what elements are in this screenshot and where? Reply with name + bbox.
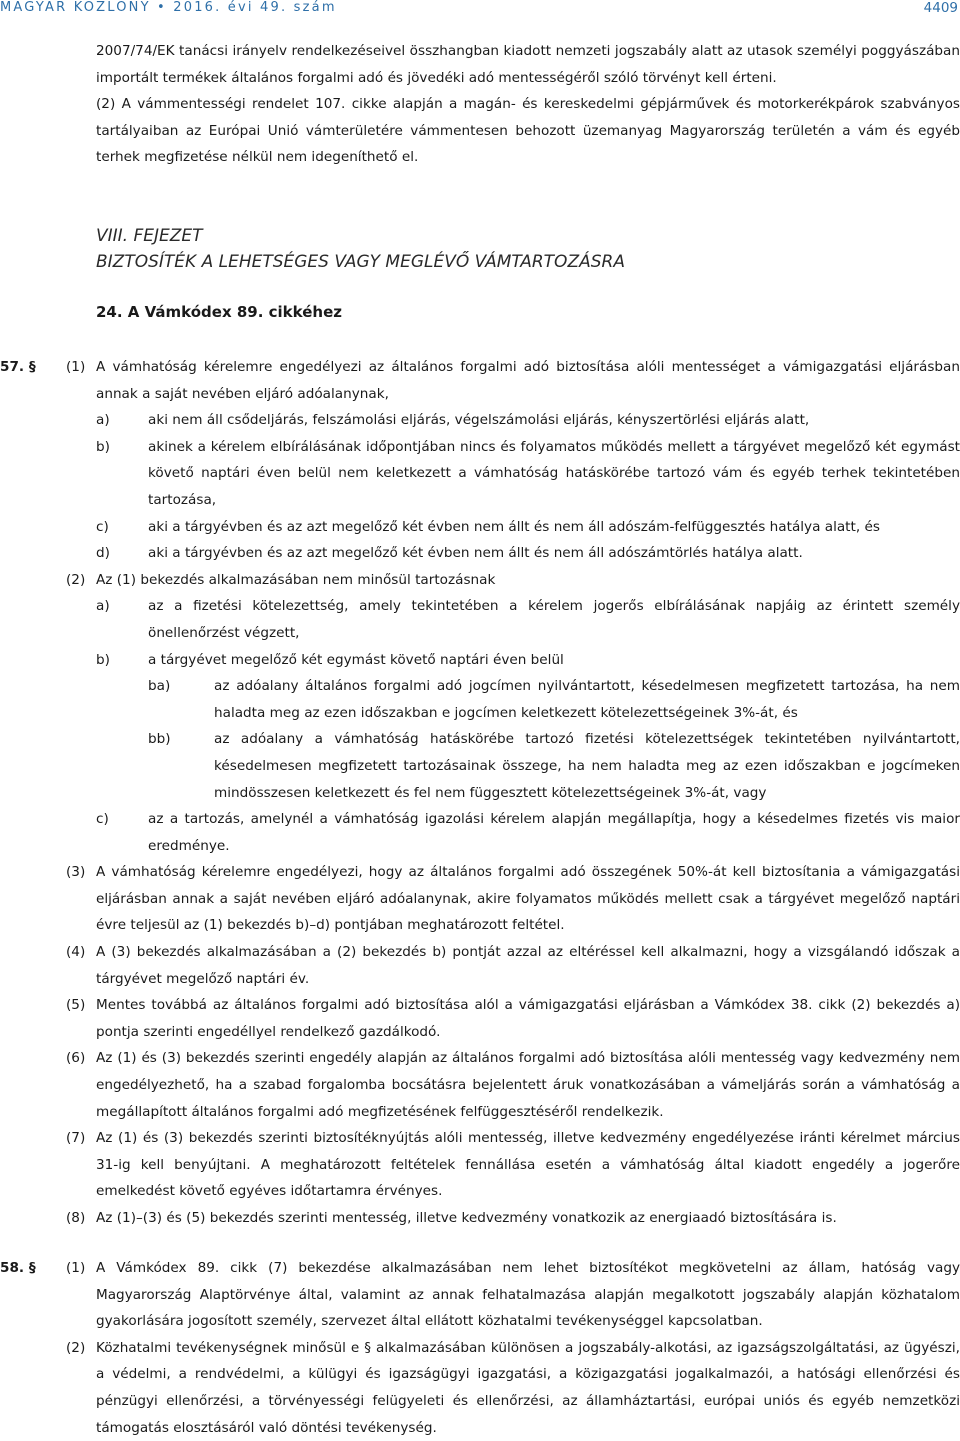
point-label: a) xyxy=(96,598,110,615)
running-header xyxy=(0,0,960,18)
section-57 xyxy=(0,354,960,1232)
point-label: c) xyxy=(96,811,109,828)
paragraph-3 xyxy=(0,859,960,939)
previous-section-tail xyxy=(96,38,960,171)
paragraph-6 xyxy=(0,1045,960,1125)
point-label: b) xyxy=(96,438,110,455)
point-c xyxy=(96,806,960,859)
point-b xyxy=(96,434,960,514)
point-text: az a fizetési kötelezettség, amely tekintetében a kérelem jogerős elbírálásának napjáig az érintett személy önellenőrzést végzett, xyxy=(148,598,960,641)
subsection-heading: 24. A Vámkódex 89. cikkéhez xyxy=(96,303,342,321)
point-text: a tárgyévet megelőző két egymást követő naptári éven belül xyxy=(148,651,564,668)
paragraph-2 xyxy=(0,1335,960,1441)
point-label: c) xyxy=(96,518,109,535)
publication-title: MAGYAR KÖZLÖNY • 2016. évi 49. szám xyxy=(0,0,337,15)
point-a xyxy=(96,407,960,434)
paragraph-label: (1) xyxy=(66,359,86,375)
chapter-heading xyxy=(96,223,625,275)
paragraph-text: Közhatalmi tevékenységnek minősül e § alkalmazásában különösen a jogszabály-alkotási, az igazságszolgáltatási, az ügyészi, a védelmi, a rendvédelmi, a külügyi és igazságügyi igazgatási, a közigazgatási jogalkalmazói, a hatósági ellenőrzési és pénzügyi ellenőrzési, a törvényességi felügyeleti és ellenőrzési, az államháztartási, európai uniós és egyéb nemzetközi támogatás elosztásáról való döntési tevékenység. xyxy=(96,1339,960,1436)
paragraph-label: (2) xyxy=(66,571,86,588)
subpoint-text: az adóalany a vámhatóság hatáskörébe tartozó fizetési kötelezettségek tekintetében nyilvántartott, késedelmesen megfizetett tartozásainak összege, ha nem haladta meg az ezen időszakban e jogcímeken mindösszesen keletkezett és fel nem függesztett kötelezettségeinek 3%-át, vagy xyxy=(214,731,960,801)
paragraph-label: (4) xyxy=(66,944,86,961)
paragraph-label: (5) xyxy=(66,997,86,1014)
paragraph-2 xyxy=(0,567,960,594)
paragraph-text: Az (1) és (3) bekezdés szerinti engedély alapján az általános forgalmi adó biztosítása alóli mentesség vagy kedvezmény nem engedélyezhető, ha a szabad forgalomba bocsátásra bejelentett áruk vonatkozásában a vámeljárás során a vámhatóság a megállapított általános forgalmi adó megfizetésének felfüggesztéséről rendelkezik. xyxy=(96,1050,960,1120)
section-number: 57. § xyxy=(0,359,36,375)
section-58 xyxy=(0,1255,960,1441)
point-b xyxy=(96,647,960,674)
point-text: aki nem áll csődeljárás, felszámolási eljárás, végelszámolási eljárás, kényszertörlési eljárás alatt, xyxy=(148,412,810,429)
subpoint-bb xyxy=(148,726,960,806)
point-label: a) xyxy=(96,412,110,429)
point-d xyxy=(96,540,960,567)
subpoint-label: bb) xyxy=(148,731,171,748)
page-number: 4409 xyxy=(923,0,958,16)
paragraph-label: (2) xyxy=(66,1339,86,1356)
point-text: az a tartozás, amelynél a vámhatóság igazolási kérelem alapján megállapítja, hogy a késedelmes fizetés vis maior eredménye. xyxy=(148,811,960,854)
continuation-paragraph: 2007/74/EK tanácsi irányelv rendelkezéseivel összhangban kiadott nemzeti jogszabály alatt az utasok személyi poggyászában importált termékek általános forgalmi adó és jövedéki adó mentességéről szóló törvényt kell érteni. xyxy=(96,43,960,86)
point-c xyxy=(96,514,960,541)
paragraph-text: A vámhatóság kérelemre engedélyezi, hogy az általános forgalmi adó összegének 50%-át kell biztosítania a vámigazgatási eljárásban annak a saját nevében eljáró adóalanynak, akire folyamatos működés mellett csak a tárgyévet megelőző naptári évre teljesül az (1) bekezdés b)–d) pontjában meghatározott feltétel. xyxy=(96,864,960,934)
chapter-number: VIII. FEJEZET xyxy=(96,226,203,246)
paragraph-text: Mentes továbbá az általános forgalmi adó biztosítása alól a vámigazgatási eljárásban a Vámkódex 38. cikk (2) bekezdés a) pontja szerinti engedéllyel rendelkező gazdálkodó. xyxy=(96,997,960,1040)
paragraph-text: Az (1) és (3) bekezdés szerinti biztosítéknyújtás alóli mentesség, illetve kedvezmény engedélyezése iránti kérelmet március 31-ig kell benyújtani. A meghatározott feltételek fennállása esetén a vámhatóság által kiadott engedély a jogerőre emelkedést követő egyéves időtartamra érvényes. xyxy=(96,1130,960,1200)
paragraph-text: Az (1)–(3) és (5) bekezdés szerinti mentesség, illetve kedvezmény vonatkozik az energiaadó biztosítására is. xyxy=(96,1210,837,1226)
paragraph-2: (2) A vámmentességi rendelet 107. cikke alapján a magán- és kereskedelmi gépjárművek és motorkerékpárok szabványos tartályaiban az Európai Unió vámterületére vámmentesen behozott üzemanyag Magyarország területén a vám és egyéb terhek megfizetése nélkül nem idegeníthető el. xyxy=(96,96,960,166)
subpoint-text: az adóalany általános forgalmi adó jogcímen nyilvántartott, késedelmesen megfizetett tartozása, ha nem haladta meg az ezen időszakban e jogcímen keletkezett kötelezettségeinek 3%-át, és xyxy=(214,678,960,721)
point-label: d) xyxy=(96,545,110,562)
paragraph-text: Az (1) bekezdés alkalmazásában nem minősül tartozásnak xyxy=(96,571,496,588)
point-label: b) xyxy=(96,651,110,668)
section-number: 58. § xyxy=(0,1260,36,1276)
paragraph-1 xyxy=(0,354,960,407)
paragraph-label: (6) xyxy=(66,1050,86,1067)
subpoint-ba xyxy=(148,673,960,726)
point-a xyxy=(96,593,960,646)
paragraph-text: A vámhatóság kérelemre engedélyezi az általános forgalmi adó biztosítása alóli mentességet a vámigazgatási eljárásban annak a saját nevében eljáró adóalanynak, xyxy=(96,359,960,402)
paragraph-4 xyxy=(0,939,960,992)
paragraph-8 xyxy=(0,1205,960,1232)
paragraph-label: (3) xyxy=(66,864,86,881)
paragraph-7 xyxy=(0,1125,960,1205)
subpoint-label: ba) xyxy=(148,678,171,695)
chapter-title: BIZTOSÍTÉK A LEHETSÉGES VAGY MEGLÉVŐ VÁMTARTOZÁSRA xyxy=(96,252,625,272)
paragraph-5 xyxy=(0,992,960,1045)
paragraph-label: (7) xyxy=(66,1130,86,1147)
point-text: aki a tárgyévben és az azt megelőző két évben nem állt és nem áll adószám-felfüggesztés hatálya alatt, és xyxy=(148,518,880,535)
paragraph-label: (8) xyxy=(66,1210,86,1226)
point-text: aki a tárgyévben és az azt megelőző két évben nem állt és nem áll adószámtörlés hatálya alatt. xyxy=(148,545,803,562)
paragraph-label: (1) xyxy=(66,1260,86,1276)
paragraph-1 xyxy=(0,1255,960,1335)
point-text: akinek a kérelem elbírálásának időpontjában nincs és folyamatos működés mellett a tárgyévet megelőző két egymást követő naptári éven belül nem keletkezett a vámhatóság hatáskörébe tartozó vám és egyéb terhek tekintetében tartozása, xyxy=(148,438,960,508)
paragraph-text: A Vámkódex 89. cikk (7) bekezdése alkalmazásában nem lehet biztosítékot megkövetelni az állam, hatóság vagy Magyarország Alaptörvénye által, valamint az annak felhatalmazása alapján megalkotott jogszabály alapján közhatalom gyakorlására jogosított személy, szervezet által ellátott közhatalmi tevékenységgel kapcsolatban. xyxy=(96,1260,960,1330)
paragraph-text: A (3) bekezdés alkalmazásában a (2) bekezdés b) pontját azzal az eltéréssel kell alkalmazni, hogy a vizsgálandó időszak a tárgyévet megelőző naptári év. xyxy=(96,944,960,987)
